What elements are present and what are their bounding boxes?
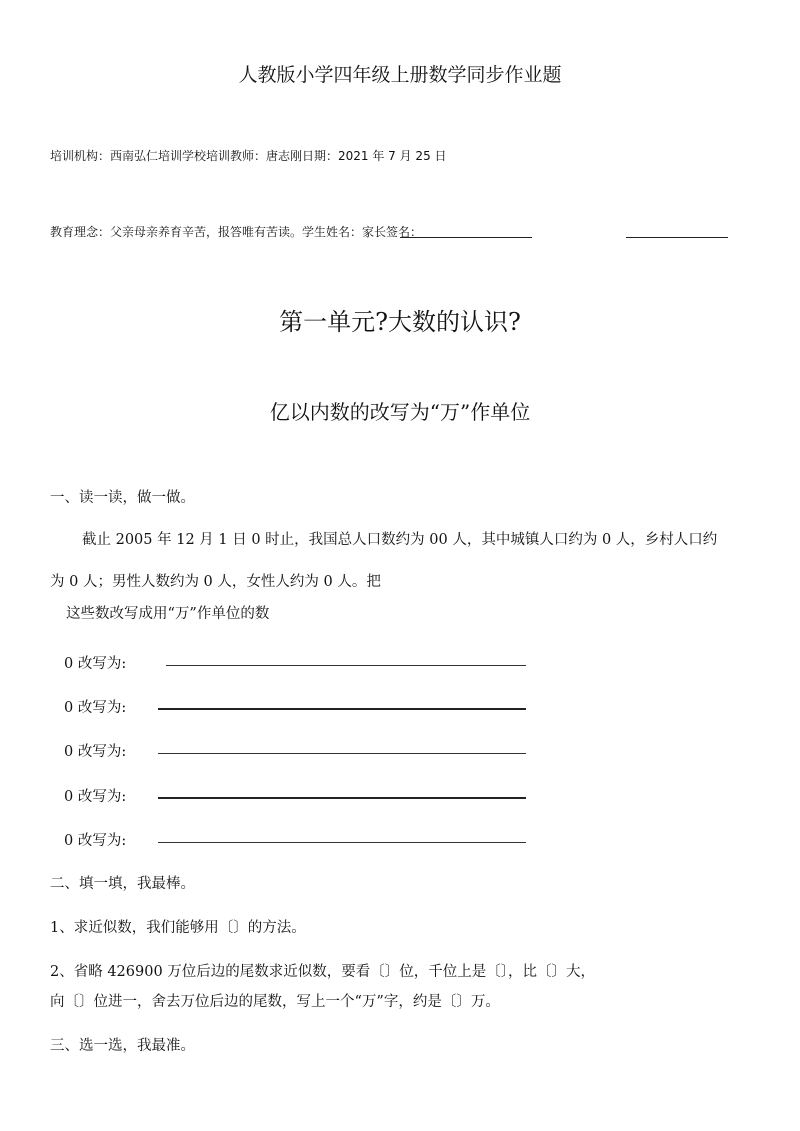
rewrite-answer-line[interactable]: [158, 708, 526, 710]
question-2-line2: 向〔〕位进一，舍去万位后边的尾数，写上一个“万”字，约是〔〕万。: [50, 994, 500, 1010]
section3-heading: 三、选一选，我最准。: [50, 1038, 195, 1054]
rewrite-row-label: 0 改写为:: [64, 700, 127, 716]
rewrite-row-label: 0 改写为:: [64, 833, 127, 849]
motto-line: 教育理念：父亲母亲养育辛苦，报答唯有苦读。学生姓名：家长签名：: [50, 225, 423, 239]
rewrite-answer-line[interactable]: [158, 842, 526, 843]
section1-paragraph-line2: 为 0 人；男性人数约为 0 人，女性人约为 0 人。把: [50, 574, 381, 590]
rewrite-row-label: 0 改写为:: [64, 789, 127, 805]
rewrite-answer-line[interactable]: [158, 753, 526, 754]
student-name-line[interactable]: [400, 237, 532, 238]
rewrite-row-label: 0 改写为:: [64, 656, 127, 672]
section2-heading: 二、填一填，我最棒。: [50, 876, 195, 892]
question-1: 1、求近似数，我们能够用〔〕的方法。: [50, 920, 306, 936]
rewrite-answer-line[interactable]: [166, 665, 526, 666]
section1-heading: 一、读一读，做一做。: [50, 490, 195, 506]
rewrite-answer-line[interactable]: [158, 797, 526, 799]
worksheet-title: 人教版小学四年级上册数学同步作业题: [238, 64, 562, 86]
info-line: 培训机构：西南弘仁培训学校培训教师：唐志刚日期：2021 年 7 月 25 日: [50, 149, 447, 163]
unit-title: 第一单元?大数的认识?: [279, 308, 521, 336]
section1-paragraph-line1: 截止 2005 年 12 月 1 日 0 时止，我国总人口数约为 00 人，其中城镇人口约为 0 人，乡村人口约: [82, 532, 718, 548]
section1-paragraph-line3: 这些数改写成用“万”作单位的数: [66, 606, 270, 622]
question-2-line1: 2、省略 426900 万位后边的尾数求近似数，要看〔〕位，千位上是〔〕，比〔〕大，: [50, 964, 596, 980]
parent-signature-line[interactable]: [626, 237, 728, 238]
rewrite-row-label: 0 改写为:: [64, 744, 127, 760]
lesson-title: 亿以内数的改写为“万”作单位: [269, 400, 531, 424]
